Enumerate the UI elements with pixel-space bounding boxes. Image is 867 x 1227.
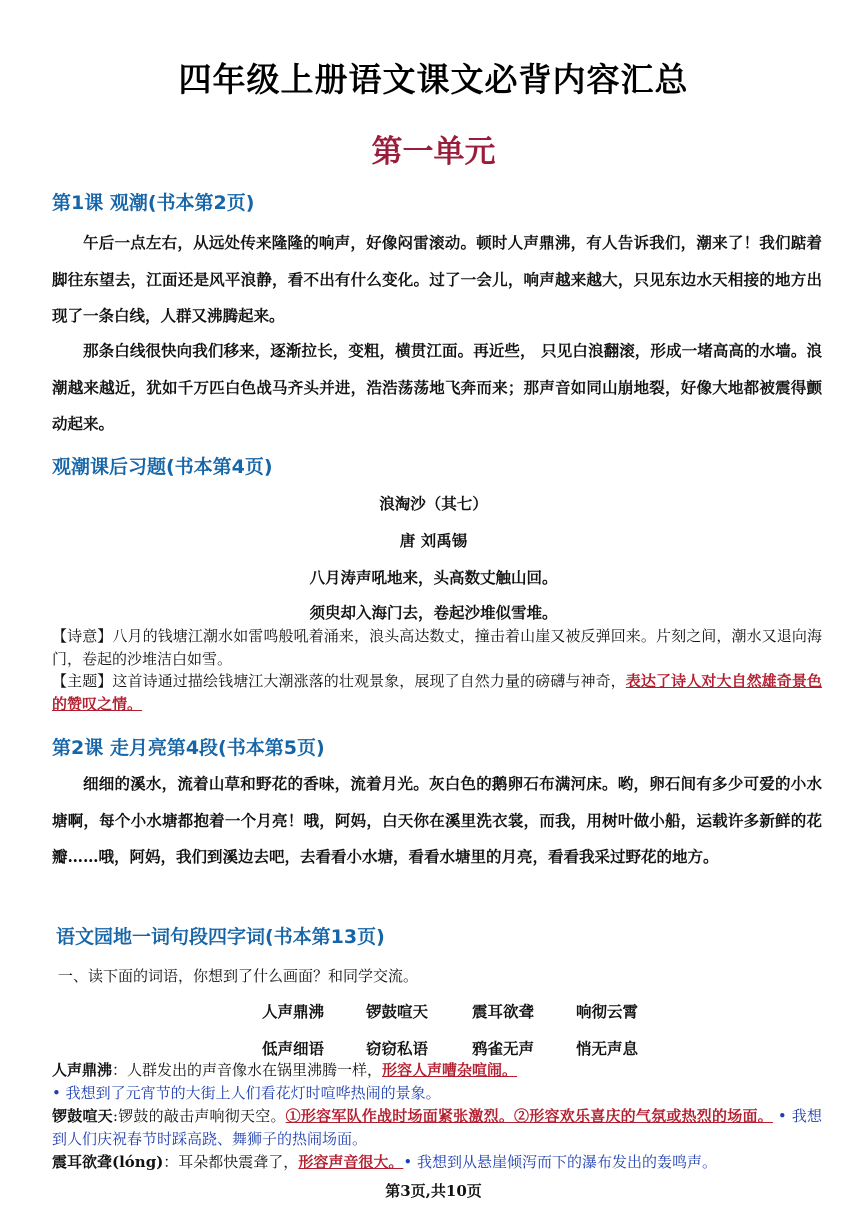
- word-item: 悄无声息: [576, 1039, 639, 1058]
- definition-3: [52, 1151, 822, 1174]
- definition-3-highlight: 形容声音很大。: [298, 1153, 404, 1171]
- definition-2-term: 锣鼓喧天: [52, 1107, 113, 1125]
- definition-1-term: 人声鼎沸: [52, 1061, 113, 1079]
- definition-2-highlight: ①形容军队作战时场面紧张激烈。②形容欢乐喜庆的气氛或热烈的场面。: [285, 1107, 773, 1125]
- poem-line-1: 八月涛声吼地来，头高数丈触山回。: [309, 568, 558, 587]
- word-item: 低声细语: [262, 1039, 325, 1058]
- poem-theme-text: 【主题】这首诗通过描绘钱塘江大潮涨落的壮观景象，展现了自然力量的磅礴与神奇，: [52, 672, 626, 690]
- definition-1-example: • 我想到了元宵节的大街上人们看花灯时喧哗热闹的景象。: [52, 1084, 441, 1102]
- unit-title: 第一单元: [371, 134, 496, 170]
- lesson1-paragraph-2: 那条白线很快向我们移来，逐渐拉长，变粗，横贯江面。再近些， 只见白浪翻滚，形成一堵高高的水墙。浪潮越来越近，犹如千万匹白色战马齐头并进，浩浩荡荡地飞奔而来；那声音如同山崩地裂，好像大地都被震得颤动起来。: [52, 341, 822, 433]
- word-item: 人声鼎沸: [262, 1002, 325, 1021]
- poem-author: 唐 刘禹锡: [399, 531, 468, 550]
- word-item: 鸦雀无声: [472, 1039, 535, 1058]
- garden-heading: 语文园地一词句段四字词(书本第13页): [56, 926, 385, 948]
- definition-2-example: • 我想到人们庆祝春节时踩高跷、舞狮子的热闹场面。: [52, 1107, 822, 1148]
- poem-title: 浪淘沙（其七）: [379, 494, 488, 513]
- garden-intro: 一、读下面的词语，你想到了什么画面？和同学交流。: [58, 967, 419, 985]
- definition-2: [52, 1105, 822, 1151]
- word-item: 响彻云霄: [576, 1002, 639, 1021]
- lesson1-heading: 第1课 观潮(书本第2页): [52, 192, 255, 214]
- definition-3-term: 震耳欲聋(lóng): [52, 1153, 164, 1171]
- poem-meaning: 【诗意】八月的钱塘江潮水如雷鸣般吼着涌来，浪头高达数丈，撞击着山崖又被反弹回来。片刻之间，潮水又退向海门，卷起的沙堆洁白如雪。: [52, 627, 822, 668]
- definition-3-example: • 我想到从悬崖倾泻而下的瀑布发出的轰鸣声。: [403, 1153, 717, 1171]
- exercise-heading: 观潮课后习题(书本第4页): [52, 456, 273, 478]
- poem-theme: [52, 670, 822, 716]
- lesson1-paragraph-1: 午后一点左右，从远处传来隆隆的响声，好像闷雷滚动。顿时人声鼎沸，有人告诉我们，潮来了！我们踮着脚往东望去，江面还是风平浪静，看不出有什么变化。过了一会儿，响声越来越大，只见东边水天相接的地方出现了一条白线，人群又沸腾起来。: [52, 233, 822, 325]
- definition-1-highlight: 形容人声嘈杂喧闹。: [382, 1061, 518, 1079]
- lesson2-heading: 第2课 走月亮第4段(书本第5页): [52, 737, 325, 759]
- page-number: 第3页,共10页: [385, 1182, 482, 1200]
- word-item: 锣鼓喧天: [366, 1002, 429, 1021]
- document-title: 四年级上册语文课文必背内容汇总: [178, 60, 689, 99]
- word-row-1: [262, 1000, 638, 1022]
- word-item: 震耳欲聋: [472, 1002, 535, 1021]
- definition-3-text: ：耳朵都快震聋了，: [163, 1153, 299, 1171]
- word-row-2: [262, 1037, 638, 1059]
- poem-line-2: 须臾却入海门去，卷起沙堆似雪堆。: [309, 603, 558, 622]
- word-item: 窃窃私语: [366, 1039, 429, 1058]
- lesson2-paragraph: 细细的溪水，流着山草和野花的香味，流着月光。灰白色的鹅卵石布满河床。哟，卵石间有多少可爱的小水塘啊，每个小水塘都抱着一个月亮！哦，阿妈，白天你在溪里洗衣裳，而我，用树叶做小船，运载许多新鲜的花瓣……哦，阿妈，我们到溪边去吧，去看看小水塘，看看水塘里的月亮，看看我采过野花的地方。: [52, 774, 822, 866]
- definition-2-text: :锣鼓的敲击声响彻天空。: [112, 1107, 286, 1125]
- definition-1-text: ：人群发出的声音像水在锅里沸腾一样，: [112, 1061, 383, 1079]
- definition-1: [52, 1059, 822, 1105]
- poem-theme-highlight: 表达了诗人对大自然雄奇景色的赞叹之情。: [52, 672, 822, 713]
